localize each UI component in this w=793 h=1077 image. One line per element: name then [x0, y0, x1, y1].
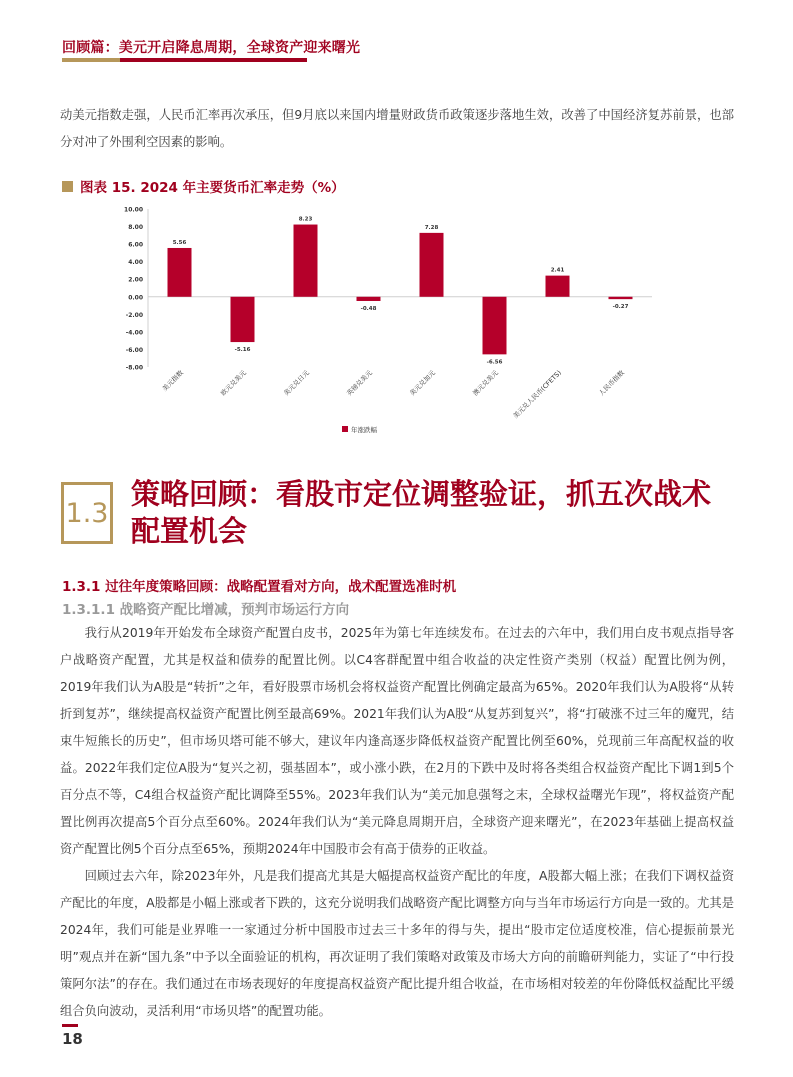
figure-marker — [62, 181, 73, 192]
section-number-box — [61, 482, 113, 544]
data-label: 8.23 — [298, 216, 313, 223]
x-tick-label: 欧元兑美元 — [219, 368, 248, 398]
y-tick-label: 2.00 — [128, 276, 143, 284]
bar — [168, 248, 192, 297]
data-label: 7.28 — [424, 224, 439, 231]
intro-text: 动美元指数走强，人民币汇率再次承压，但9月底以来国内增量财政货币政策逐步落地生效，改善了中国经济复苏前景，也部分对冲了外围利空因素的影响。 — [60, 108, 734, 149]
page-number: 18 — [62, 1030, 83, 1048]
y-tick-label: -2.00 — [125, 311, 143, 319]
bar — [357, 297, 381, 301]
y-tick-label: 8.00 — [128, 224, 143, 232]
body-paragraph-1: 我行从2019年开始发布全球资产配置白皮书，2025年为第七年连续发布。在过去的六年中，我们用白皮书观点指导客户战略资产配置，尤其是权益和债券的配置比例。以C4客群配置中组合收益的决定性资产类别（权益）配置比例为例，2019年我们认为A股是“转折”之年，看好股票市场机会将权益资产配置比例确定最高为65%。2020年我们认为A股将“从转折到复苏”，继续提高权益资产配置比例至最高69%。2021年我们认为A股“从复苏到复兴”，将“打破涨不过三年的魔咒，结束牛短熊长的历史”，但市场贝塔可能不够大，建议年内逢高逐步降低权益资产配置比例至60%，兑现前三年高配权益的收益。2022年我们定位A股为“复兴之初，强基固本”，或小涨小跌，在2月的下跌中及时将各类组合权益资产配比下调1到5个百分点不等，C4组合权益资产配比调降至55%。2023年我们认为“美元加息强弩之末，全球权益曙光乍现”，将权益资产配置比例再次提高5个百分点至60%。2024年我们认为“美元降息周期开启，全球资产迎来曙光”，在2023年基础上提高权益资产配置比例5个百分点至65%，预期2024年中国股市会有高于债券的正收益。 — [60, 626, 734, 856]
y-tick-label: 6.00 — [128, 241, 143, 249]
bar — [609, 297, 633, 299]
bar — [546, 276, 570, 297]
data-label: 2.41 — [550, 267, 565, 274]
body-text — [60, 620, 734, 1025]
bar — [483, 297, 507, 355]
y-tick-label: -8.00 — [125, 364, 143, 372]
page-number-rule — [62, 1024, 78, 1027]
x-tick-label: 美元兑加元 — [408, 368, 437, 398]
x-tick-label: 人民币指数 — [597, 368, 626, 398]
data-label: -0.48 — [360, 305, 377, 312]
data-label: -6.56 — [486, 359, 503, 366]
section-number: 1.3 — [65, 497, 109, 529]
x-tick-label: 美元兑日元 — [282, 368, 311, 398]
section-title: 策略回顾：看股市定位调整验证，抓五次战术配置机会 — [131, 477, 712, 548]
y-tick-label: 10.00 — [124, 206, 143, 214]
subsection-heading: 1.3.1 过往年度策略回顾：战略配置看对方向，战术配置选准时机 — [62, 579, 457, 595]
x-tick-label: 美元指数 — [160, 368, 185, 393]
bar — [420, 233, 444, 297]
exchange-rate-chart — [100, 200, 660, 445]
data-label: -0.27 — [612, 304, 629, 311]
data-label: 5.56 — [172, 239, 187, 246]
bar — [231, 297, 255, 342]
figure-title: 图表 15. 2024 年主要货币汇率走势（%） — [80, 180, 345, 196]
header-rule-red — [120, 58, 307, 62]
y-tick-label: 0.00 — [128, 294, 143, 302]
body-paragraph-2: 回顾过去六年，除2023年外，凡是我们提高尤其是大幅提高权益资产配比的年度，A股都大幅上涨；在我们下调权益资产配比的年度，A股都是小幅上涨或者下跌的，这充分说明我们战略资产配比调整方向与当年市场运行方向是一致的。尤其是2024年，我们可能是业界唯一一家通过分析中国股市过去三十多年的得与失，提出“股市定位适度校准，信心提振前景光明”观点并在新“国九条”中予以全面验证的机构，再次证明了我们策略对政策及市场大方向的前瞻研判能力，实证了“中行投策阿尔法”的存在。我们通过在市场表现好的年度提高权益资产配比提升组合收益，在市场相对较差的年份降低权益配比平缓组合负向波动，灵活利用“市场贝塔”的配置功能。 — [60, 869, 734, 1018]
x-tick-label: 美元兑人民币(CFETS) — [511, 368, 563, 421]
intro-paragraph — [60, 102, 734, 156]
y-tick-label: 4.00 — [128, 259, 143, 267]
subsubsection-heading: 1.3.1.1 战略资产配比增减，预判市场运行方向 — [62, 602, 350, 618]
x-tick-label: 澳元兑美元 — [471, 368, 500, 398]
bar — [294, 225, 318, 297]
header-rule-gold — [62, 58, 120, 62]
y-tick-label: -6.00 — [125, 346, 143, 354]
header-title: 回顾篇：美元开启降息周期，全球资产迎来曙光 — [62, 40, 361, 56]
data-label: -5.16 — [234, 347, 251, 354]
legend-label: 年涨跌幅 — [351, 426, 377, 434]
x-tick-label: 英镑兑美元 — [345, 368, 374, 398]
y-tick-label: -4.00 — [125, 329, 143, 337]
legend-swatch — [342, 426, 348, 432]
